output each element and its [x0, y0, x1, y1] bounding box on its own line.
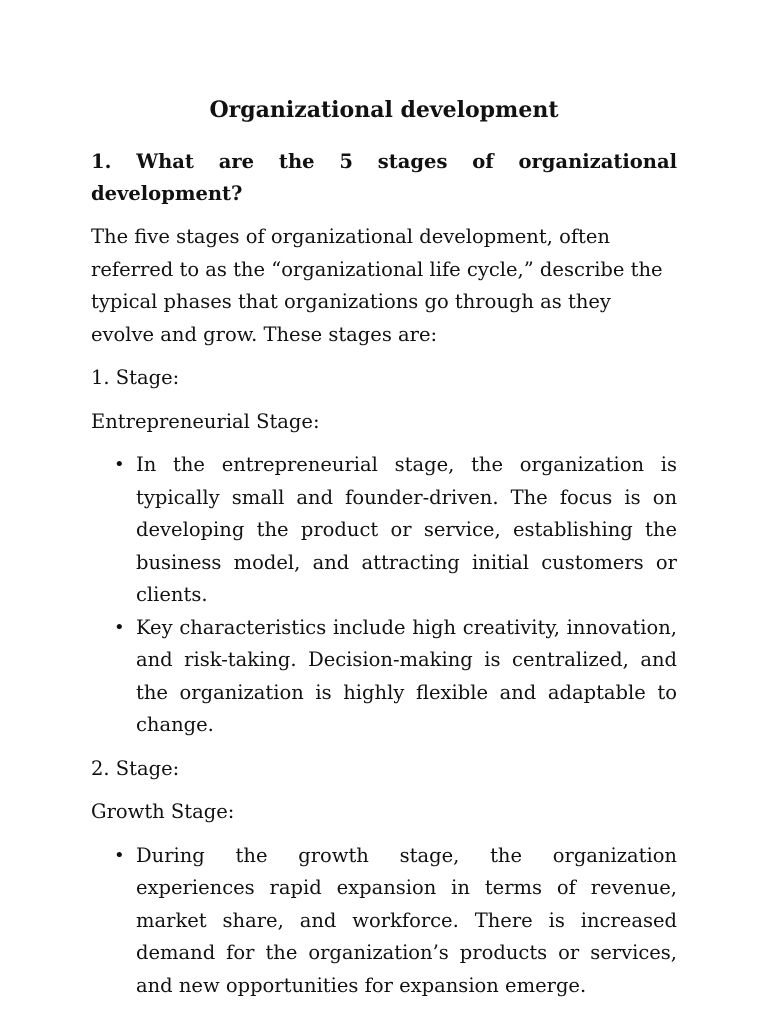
stage-1-number: 1. Stage: [91, 366, 180, 389]
stage-1-bullet-list [91, 449, 677, 742]
list-item [114, 840, 677, 1003]
bullet-icon: • [114, 616, 125, 638]
stage-1-name: Entrepreneurial Stage: [91, 409, 320, 433]
list-item [114, 612, 677, 742]
bullet-text: Key characteristics include high creativity, innovation, and risk-taking. Decision-making is centralized, and the organization is highly flexible and adaptable to change. [136, 615, 677, 736]
bullet-icon: • [114, 454, 125, 475]
bullet-icon: • [114, 844, 125, 866]
stage-2-bullet-list [91, 840, 677, 1003]
stage-2-number: 2. Stage: [91, 756, 180, 780]
list-item [114, 449, 677, 612]
stage-2-name: Growth Stage: [91, 800, 235, 823]
intro-paragraph: The five stages of organizational development, often referred to as the “organizational life cycle,” describe the typical phases that organizations go through as they evolve and grow. These stages are: [91, 225, 663, 346]
question-heading: 1. What are the 5 stages of organizational development? [91, 150, 677, 205]
bullet-text: In the entrepreneurial stage, the organization is typically small and founder-driven. The focus is on developing the product or service, establishing the business model, and attracting initial customers or clients. [136, 453, 677, 606]
document-title: Organizational development [209, 97, 559, 123]
bullet-text: During the growth stage, the organization experiences rapid expansion in terms of revenue, market share, and workforce. There is increased demand for the organization’s products or services, and new opportunities for expansion emerge. [136, 843, 677, 997]
